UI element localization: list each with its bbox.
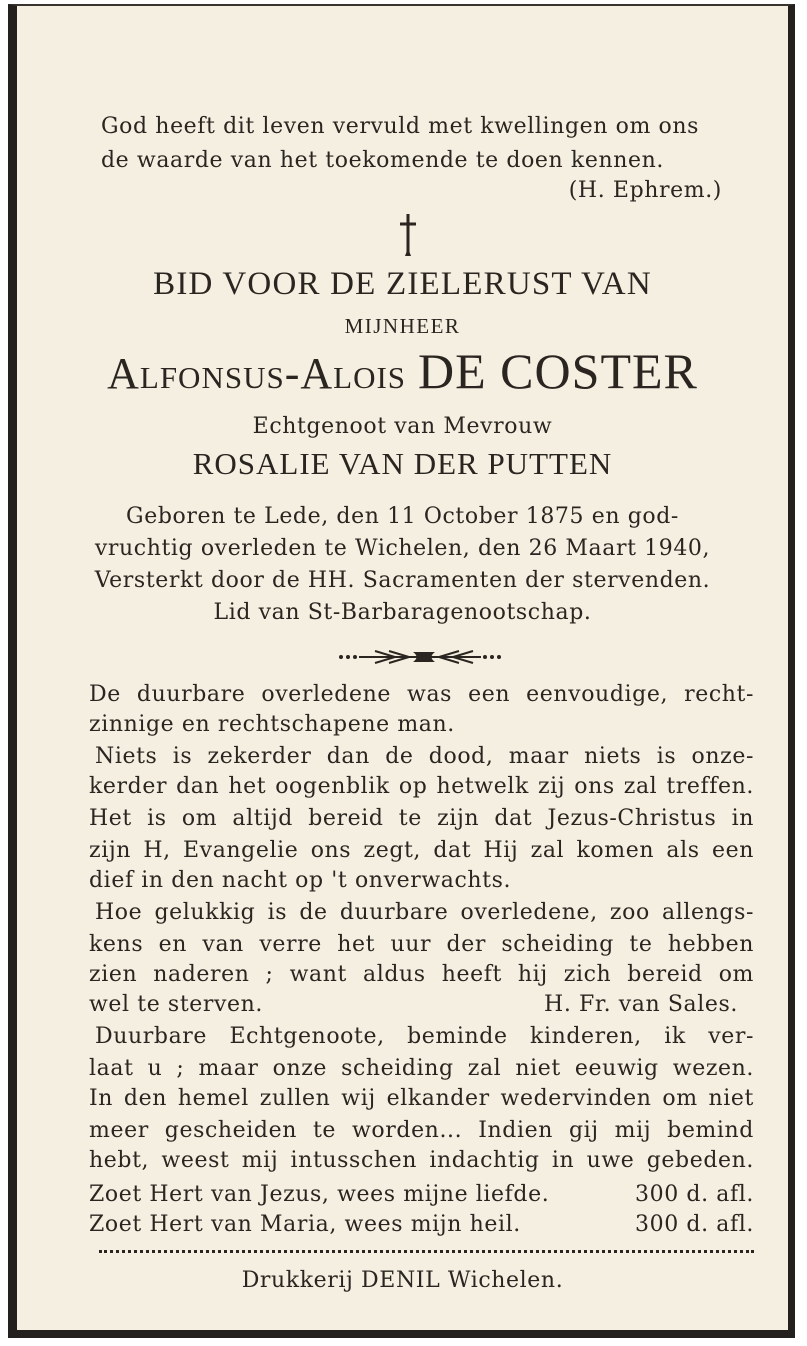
bio-line-2: vruchtig overleden te Wichelen, den 26 Maart 1940, [94,536,711,561]
quote-line-2: de waarde van het toekomende te doen kennen. [101,148,664,173]
body-line: zien naderen ; want aldus heeft hij zich bereid om [89,962,754,987]
body-line: laat u ; maar onze scheiding zal niet eeuwig wezen. [89,1056,754,1081]
body-line: In den hemel zullen wij elkander wedervinden om niet [89,1086,754,1111]
body-line: Hoe gelukkig is de duurbare overledene, zoo allengs- [95,900,754,925]
body-line: zinnige en rechtschapene man. [89,712,455,737]
spouse-intro: Echtgenoot van Mevrouw [252,414,553,439]
honorific: MIJNHEER [344,314,461,338]
dotted-divider [99,1250,754,1253]
quote-line-1: God heeft dit leven vervuld met kwellingen om ons [101,114,700,139]
indulgence-value: 300 d. afl. [635,1182,754,1207]
body-line: hebt, weest mij intusschen indachtig in uwe gebeden. [89,1148,754,1173]
printer-imprint: Drukkerij DENIL Wichelen. [241,1268,564,1293]
body-line: kerder dan het oogenblik op hetwelk zij ons zal treffen. [89,774,754,799]
prayer-heading: BID VOOR DE ZIELERUST VAN [153,266,652,302]
first-names: Alfonsus-Alois [107,349,407,398]
body-line: Het is om altijd bereid te zijn dat Jezus-Christus in [89,806,754,831]
body-line: meer gescheiden te worden... Indien gij mij bemind [89,1118,754,1143]
indulgence-row [89,1212,754,1237]
body-line: kens en van verre het uur der scheiding te hebben [89,932,754,957]
indulgence-prayer: Zoet Hert van Jezus, wees mijne liefde. [89,1182,550,1207]
body-line: dief in den nacht op 't onverwachts. [89,868,512,893]
bio-line-1: Geboren te Lede, den 11 October 1875 en god- [126,504,679,529]
body-line: zijn H, Evangelie ons zegt, dat Hij zal komen als een [89,838,754,863]
indulgence-row [89,1182,754,1207]
citation: H. Fr. van Sales. [544,992,738,1017]
surname: DE COSTER [418,343,698,399]
bio-line-3: Versterkt door de HH. Sacramenten der stervenden. [94,568,711,593]
cross-icon [398,212,418,258]
indulgence-prayer: Zoet Hert van Maria, wees mijn heil. [89,1212,521,1237]
ornament-divider [337,646,503,668]
deceased-name [17,342,788,400]
quote-attribution: (H. Ephrem.) [568,178,722,203]
memorial-card [8,4,795,1338]
bio-line-4: Lid van St-Barbaragenootschap. [213,600,592,625]
body-line: Niets is zekerder dan de dood, maar niets is onze- [95,744,754,769]
body-line: De duurbare overledene was een eenvoudige, recht- [89,682,754,707]
body-line: wel te sterven. [89,992,264,1017]
indulgence-value: 300 d. afl. [635,1212,754,1237]
spouse-name: ROSALIE VAN DER PUTTEN [192,446,613,481]
body-line: Duurbare Echtgenoote, beminde kinderen, ik ver- [95,1024,754,1049]
